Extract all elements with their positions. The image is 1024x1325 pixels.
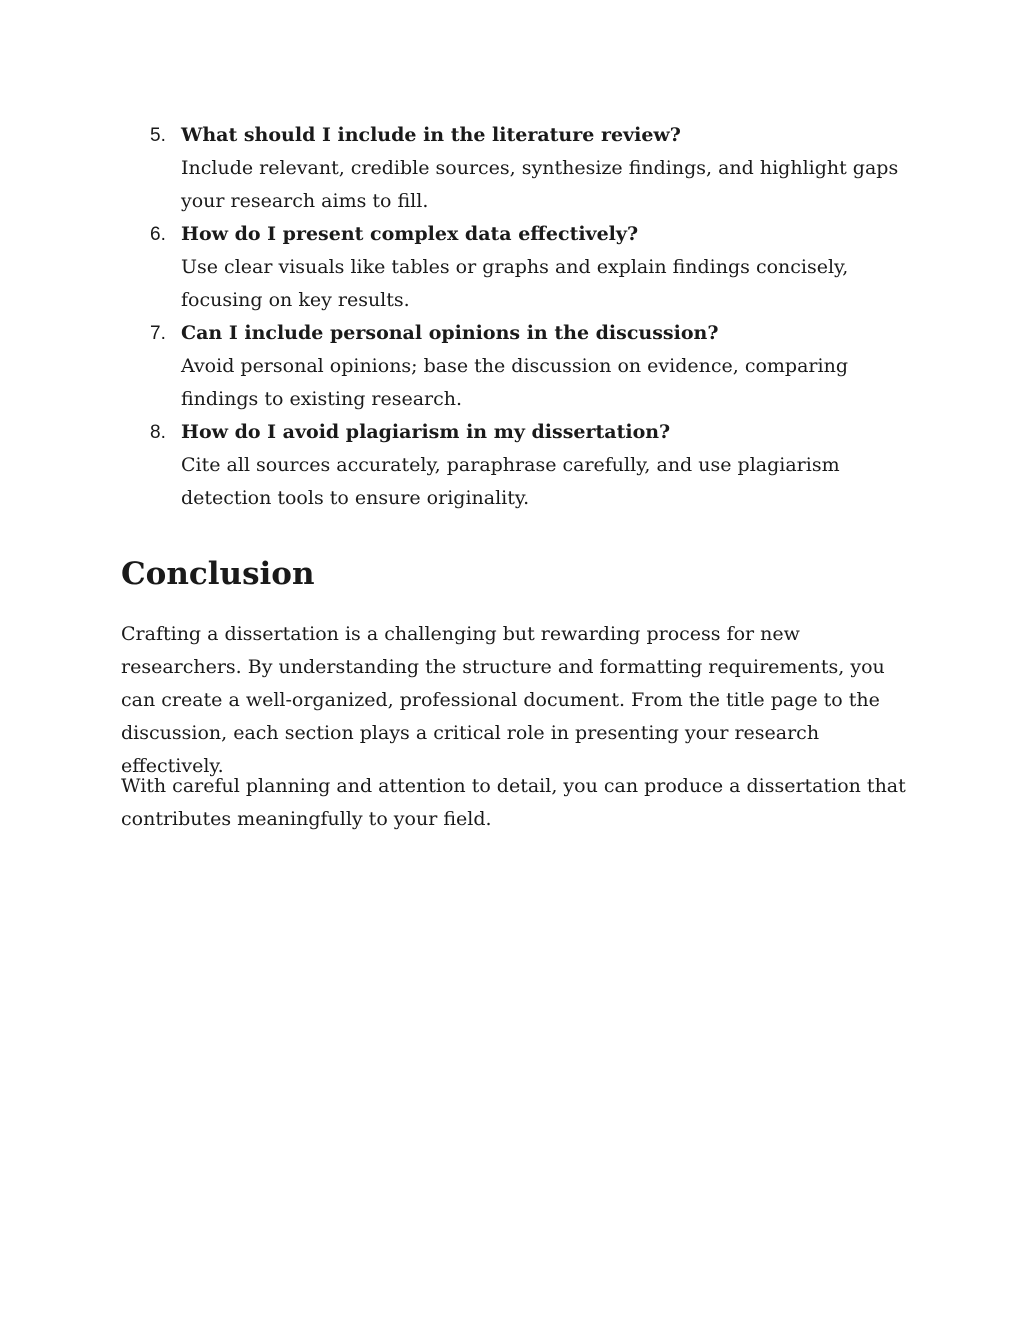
faq-item (150, 416, 911, 515)
faq-item (150, 119, 911, 218)
faq-number: 8. (150, 422, 166, 443)
conclusion-heading: Conclusion (121, 556, 315, 592)
faq-number: 5. (150, 125, 166, 146)
document-page (121, 119, 911, 830)
faq-question: How do I avoid plagiarism in my dissertation? (181, 421, 671, 443)
faq-question: What should I include in the literature review? (181, 124, 681, 146)
conclusion-paragraph: With careful planning and attention to detail, you can produce a dissertation that contributes meaningfully to your field. (121, 775, 906, 830)
conclusion-paragraph: Crafting a dissertation is a challenging but rewarding process for new researchers. By understanding the structure and formatting requirements, you can create a well-organized, professional document. From the title page to the discussion, each section plays a critical role in presenting your research effectively. (121, 623, 885, 777)
faq-item (150, 317, 911, 416)
faq-question: How do I present complex data effectively? (181, 223, 639, 245)
faq-number: 7. (150, 323, 166, 344)
faq-number: 6. (150, 224, 166, 245)
faq-question: Can I include personal opinions in the discussion? (181, 322, 719, 344)
faq-answer: Avoid personal opinions; base the discussion on evidence, comparing findings to existing research. (181, 355, 848, 410)
faq-answer: Include relevant, credible sources, synthesize findings, and highlight gaps your research aims to fill. (181, 157, 899, 212)
faq-answer: Cite all sources accurately, paraphrase carefully, and use plagiarism detection tools to ensure originality. (181, 454, 840, 509)
faq-list (121, 119, 911, 515)
faq-answer: Use clear visuals like tables or graphs and explain findings concisely, focusing on key results. (181, 256, 849, 311)
faq-item (150, 218, 911, 317)
